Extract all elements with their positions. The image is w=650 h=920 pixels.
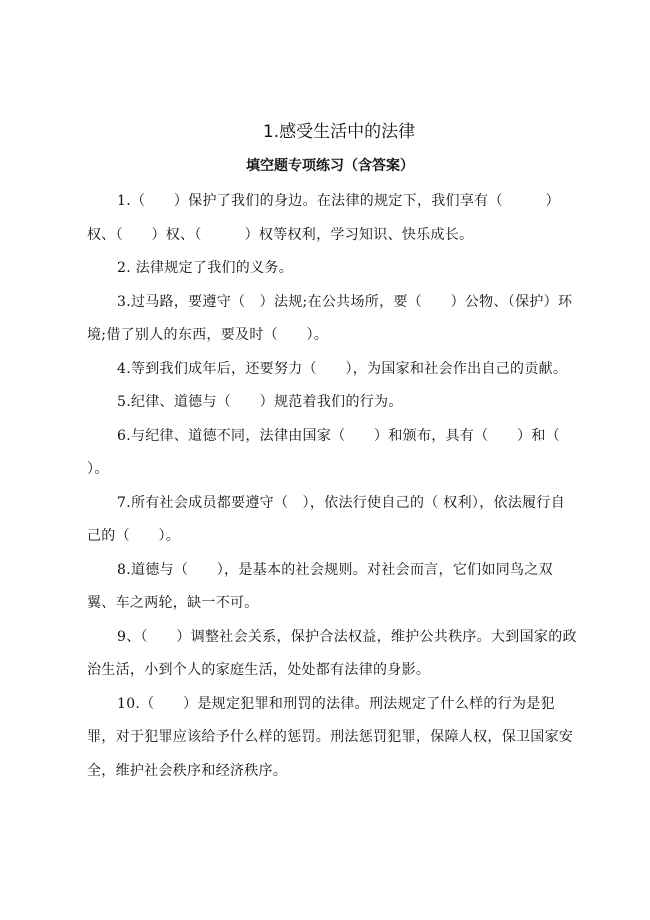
question-6: 6.与纪律、道德不同，法律由国家（ ）和颁布，具有（ ）和（ ）。 [87,427,589,477]
question-10: 10.（ ）是规定犯罪和刑罚的法律。刑法规定了什么样的行为是犯罪，对于犯罪应该给予什么样的惩罚。刑法惩罚犯罪，保障人权，保卫国家安全，维护社会秩序和经济秩序。 [87,695,574,779]
question-list [87,185,589,788]
question-9: 9、（ ）调整社会关系，保护合法权益，维护公共秩序。大到国家的政治生活，小到个人的家庭生活，处处都有法律的身影。 [87,628,577,678]
question-8: 8.道德与（ ），是基本的社会规则。对社会而言，它们如同鸟之双翼、车之两轮，缺一不可。 [87,561,553,611]
document-title: 1.感受生活中的法律 [262,122,416,142]
question-3: 3.过马路，要遵守（ ）法规;在公共场所，要（ ）公物、（保护）环境;借了别人的东西，要及时（ ）。 [87,293,573,343]
question-5: 5.纪律、道德与（ ）规范着我们的行为。 [117,394,403,410]
question-4: 4.等到我们成年后，还要努力（ ），为国家和社会作出自己的贡献。 [117,360,568,377]
question-7: 7.所有社会成员都要遵守（ ），依法行使自己的（ 权利），依法履行自己的（ ）。 [87,494,566,544]
question-1: 1.（ ）保护了我们的身边。在法律的规定下，我们享有（ ）权、（ ）权、（ ）权等权利，学习知识、快乐成长。 [87,193,560,243]
document-subtitle: 填空题专项练习（含答案） [246,158,414,174]
question-2: 2. 法律规定了我们的义务。 [117,260,294,276]
